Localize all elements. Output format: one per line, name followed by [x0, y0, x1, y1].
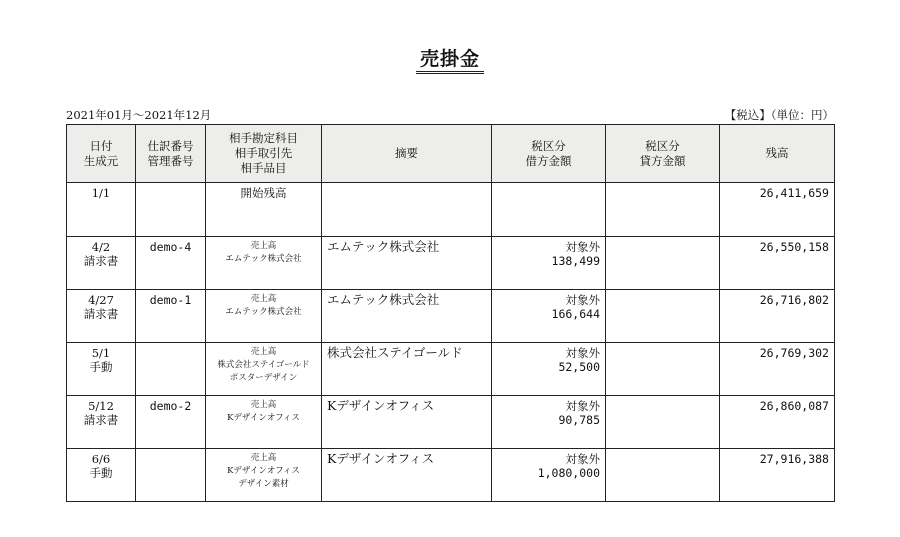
header-credit-line: 貸方金額: [639, 153, 686, 168]
counter-line: Kデザインオフィス: [227, 413, 300, 423]
credit-cell: [606, 449, 720, 502]
date-cell: [67, 449, 136, 502]
counter-line: ポスターデザイン: [229, 373, 298, 383]
balance-cell: [720, 183, 835, 237]
counter-line: 売上高: [250, 241, 277, 251]
date-cell: [67, 290, 136, 343]
header-counter-line: 相手品目: [240, 161, 287, 175]
balance-cell: [720, 396, 835, 449]
balance-amount: 26,860,087: [759, 399, 829, 413]
date-cell: [67, 183, 136, 237]
debit-tax-category: 対象外: [565, 452, 600, 466]
header-debit-line: 借方金額: [525, 153, 572, 168]
entry-number-cell: [136, 396, 206, 449]
entry-date: 6/6: [91, 452, 111, 466]
entry-date: 4/27: [88, 293, 114, 307]
description-cell: [322, 343, 492, 396]
table-row: [67, 343, 835, 396]
date-cell: [67, 237, 136, 290]
counter-line: Kデザインオフィス: [227, 466, 300, 476]
entry-number: demo-1: [149, 293, 192, 307]
counter-line: デザイン素材: [238, 479, 289, 489]
report-title: 売掛金: [416, 48, 484, 74]
header-entry-line: 管理番号: [147, 153, 194, 168]
header-date-line: 日付: [89, 138, 113, 153]
date-cell: [67, 343, 136, 396]
debit-tax-category: 対象外: [565, 293, 600, 307]
header-counter-line: 相手取引先: [234, 146, 293, 160]
entry-number-cell: [136, 183, 206, 237]
counter-account-cell: [206, 396, 322, 449]
balance-cell: [720, 343, 835, 396]
debit-cell: [492, 237, 606, 290]
debit-tax-category: 対象外: [565, 346, 600, 360]
debit-amount: 166,644: [551, 307, 600, 321]
entry-number-cell: [136, 290, 206, 343]
description: Kデザインオフィス: [327, 398, 435, 413]
header-debit: [492, 125, 606, 183]
counter-line: 売上高: [250, 294, 277, 304]
balance-amount: 27,916,388: [759, 452, 829, 466]
credit-cell: [606, 290, 720, 343]
credit-cell: [606, 237, 720, 290]
counter-line: 売上高: [250, 453, 277, 463]
table-row: [67, 237, 835, 290]
header-counter: [206, 125, 322, 183]
header-credit-line: 税区分: [645, 138, 680, 153]
credit-cell: [606, 183, 720, 237]
entry-date: 5/1: [91, 346, 111, 360]
description: Kデザインオフィス: [327, 451, 435, 466]
ledger-body: [67, 183, 835, 502]
entry-source: 請求書: [83, 254, 119, 268]
debit-cell: [492, 183, 606, 237]
debit-cell: [492, 449, 606, 502]
debit-tax-category: 対象外: [565, 240, 600, 254]
table-row: [67, 396, 835, 449]
report-title-wrap: [0, 44, 900, 71]
entry-number-cell: [136, 449, 206, 502]
credit-cell: [606, 396, 720, 449]
description: エムテック株式会社: [327, 239, 440, 254]
balance-amount: 26,769,302: [759, 346, 829, 360]
counter-account-cell: [206, 449, 322, 502]
header-description: [322, 125, 492, 183]
description: エムテック株式会社: [327, 292, 440, 307]
counter-line: 開始残高: [240, 186, 287, 200]
description-cell: [322, 449, 492, 502]
entry-number: demo-2: [149, 399, 192, 413]
entry-date: 1/1: [91, 186, 111, 200]
counter-line: エムテック株式会社: [225, 254, 302, 264]
counter-line: 売上高: [250, 347, 277, 357]
tax-unit-label: 【税込】（単位：円）: [724, 108, 834, 122]
entry-date: 4/2: [91, 240, 111, 254]
header-balance: [720, 125, 835, 183]
ledger-table: [66, 124, 835, 502]
balance-cell: [720, 290, 835, 343]
counter-line: 売上高: [250, 400, 277, 410]
table-row: [67, 183, 835, 237]
debit-amount: 138,499: [551, 254, 600, 268]
header-desc-line: 摘要: [395, 146, 418, 160]
report-meta: [66, 107, 834, 123]
header-entry: [136, 125, 206, 183]
description-cell: [322, 237, 492, 290]
debit-cell: [492, 290, 606, 343]
entry-source: 請求書: [83, 307, 119, 321]
entry-number: demo-4: [149, 240, 192, 254]
debit-amount: 90,785: [558, 413, 600, 427]
description-cell: [322, 396, 492, 449]
entry-number-cell: [136, 343, 206, 396]
counter-line: エムテック株式会社: [225, 307, 302, 317]
header-date: [67, 125, 136, 183]
debit-cell: [492, 396, 606, 449]
balance-cell: [720, 237, 835, 290]
credit-cell: [606, 343, 720, 396]
entry-source: 請求書: [83, 413, 119, 427]
counter-line: 株式会社ステイゴールド: [217, 360, 310, 370]
debit-amount: 52,500: [558, 360, 600, 374]
report-period: 2021年01月～2021年12月: [66, 108, 212, 122]
entry-number-cell: [136, 237, 206, 290]
header-debit-line: 税区分: [531, 138, 566, 153]
header-balance-line: 残高: [765, 146, 789, 160]
counter-account-cell: [206, 237, 322, 290]
table-row: [67, 290, 835, 343]
debit-cell: [492, 343, 606, 396]
header-entry-line: 仕訳番号: [147, 138, 194, 153]
counter-account-cell: [206, 343, 322, 396]
header-counter-line: 相手勘定科目: [229, 131, 298, 145]
description: 株式会社ステイゴールド: [327, 345, 463, 360]
description-cell: [322, 183, 492, 237]
counter-account-cell: [206, 183, 322, 237]
ledger-header: [67, 125, 835, 183]
balance-amount: 26,411,659: [759, 186, 829, 200]
balance-amount: 26,550,158: [759, 240, 829, 254]
debit-amount: 1,080,000: [537, 466, 600, 480]
description-cell: [322, 290, 492, 343]
counter-account-cell: [206, 290, 322, 343]
table-row: [67, 449, 835, 502]
balance-cell: [720, 449, 835, 502]
header-credit: [606, 125, 720, 183]
entry-source: 手動: [89, 360, 113, 374]
entry-date: 5/12: [88, 399, 114, 413]
entry-source: 手動: [89, 466, 113, 480]
balance-amount: 26,716,802: [759, 293, 829, 307]
header-date-line: 生成元: [83, 153, 119, 168]
debit-tax-category: 対象外: [565, 399, 600, 413]
date-cell: [67, 396, 136, 449]
